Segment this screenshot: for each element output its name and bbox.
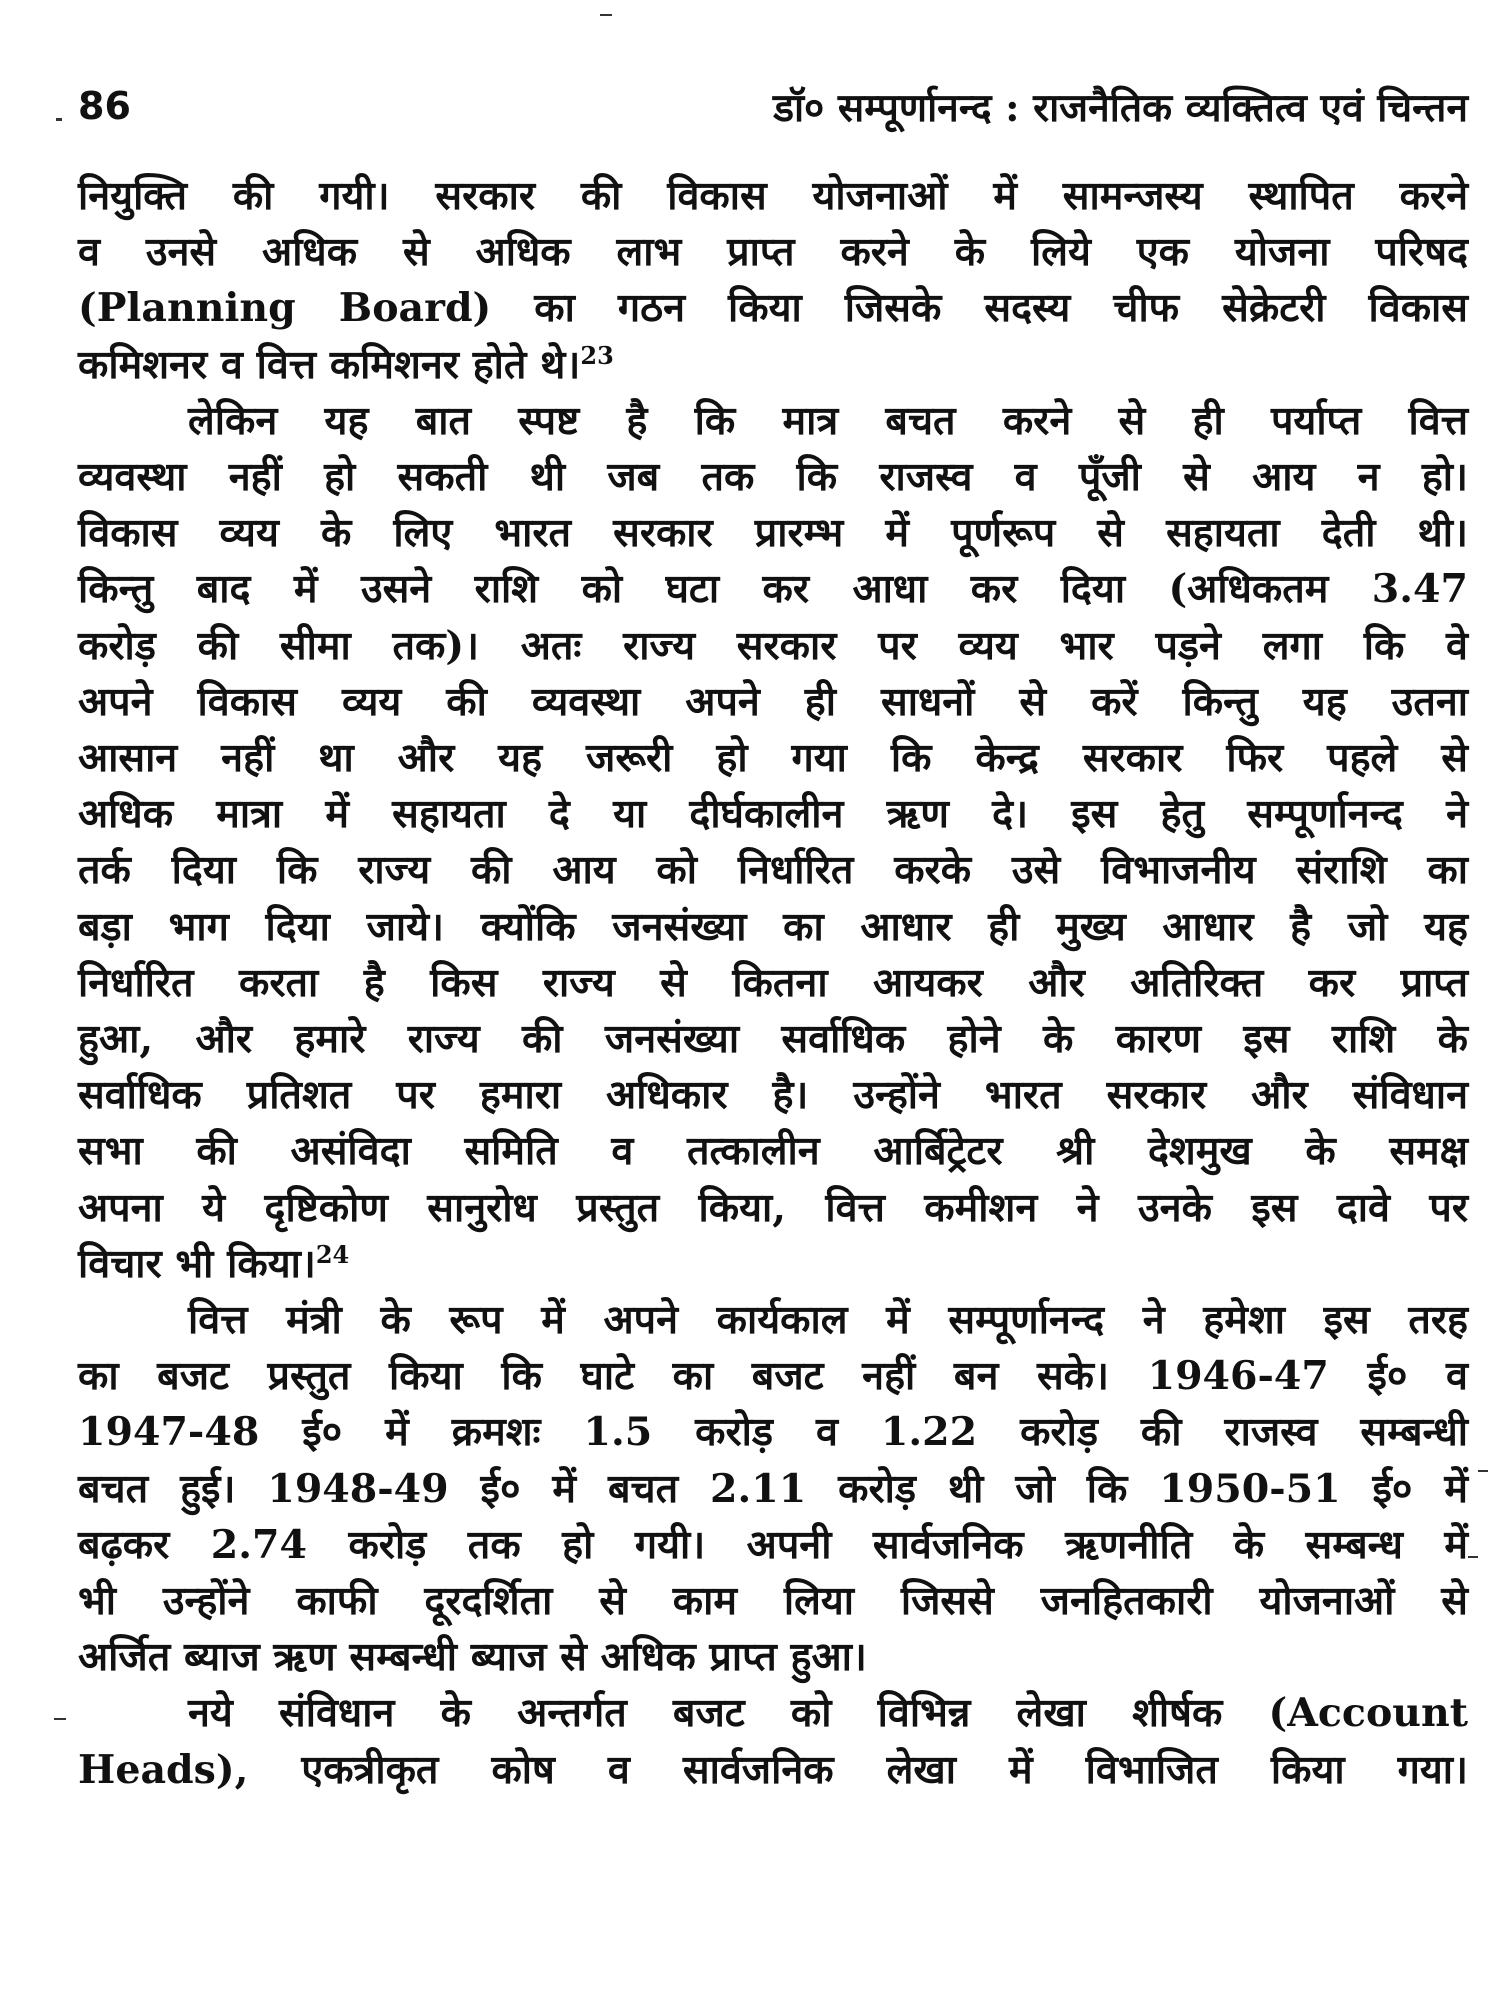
running-title: डॉ० सम्पूर्णानन्द : राजनैतिक व्यक्तित्व एवं चिन्तन — [773, 85, 1468, 131]
text-line: व्यवस्था नहीं हो सकती थी जब तक कि राजस्व व पूँजी से आय न हो। — [78, 454, 1468, 501]
scan-speck — [600, 14, 612, 16]
text-line-with-footnote — [78, 1236, 1468, 1292]
footnote-ref-24: 24 — [315, 1239, 350, 1269]
paragraph-4 — [78, 1685, 1468, 1797]
text-line: नये संविधान के अन्तर्गत बजट को विभिन्न लेखा शीर्षक (Account — [188, 1690, 1468, 1737]
body-text — [78, 168, 1468, 1798]
text-line: Heads), एकत्रीकृत कोष व सार्वजनिक लेखा में विभाजित किया गया। — [78, 1746, 1468, 1793]
text-line: लेकिन यह बात स्पष्ट है कि मात्र बचत करने से ही पर्याप्त वित्त — [188, 397, 1468, 444]
text-line: कमिशनर व वित्त कमिशनर होते थे। — [78, 341, 581, 388]
text-line: निर्धारित करता है किस राज्य से कितना आयकर और अतिरिक्त कर प्राप्त — [78, 959, 1468, 1006]
text-line: (Planning Board) का गठन किया जिसके सदस्य चीफ सेक्रेटरी विकास — [78, 285, 1468, 332]
text-line: सभा की असंविदा समिति व तत्कालीन आर्बिट्रेटर श्री देशमुख के समक्ष — [78, 1128, 1468, 1175]
text-line: तर्क दिया कि राज्य की आय को निर्धारित करके उसे विभाजनीय संराशि का — [78, 847, 1468, 894]
text-line: अर्जित ब्याज ऋण सम्बन्धी ब्याज से अधिक प्राप्त हुआ। — [78, 1634, 867, 1681]
page-number: 86 — [78, 84, 131, 128]
text-line: 1947-48 ई० में क्रमशः 1.5 करोड़ व 1.22 करोड़ की राजस्व सम्बन्धी — [78, 1409, 1468, 1456]
paragraph-1 — [78, 168, 1468, 393]
text-line: करोड़ की सीमा तक)। अतः राज्य सरकार पर व्यय भार पड़ने लगा कि वे — [78, 622, 1468, 669]
text-line: व उनसे अधिक से अधिक लाभ प्राप्त करने के लिये एक योजना परिषद — [78, 229, 1468, 276]
text-line: का बजट प्रस्तुत किया कि घाटे का बजट नहीं बन सके। 1946-47 ई० व — [78, 1353, 1468, 1400]
footnote-ref-23: 23 — [580, 340, 614, 370]
text-line: वित्त मंत्री के रूप में अपने कार्यकाल में सम्पूर्णानन्द ने हमेशा इस तरह — [188, 1297, 1468, 1344]
text-line: आसान नहीं था और यह जरूरी हो गया कि केन्द्र सरकार फिर पहले से — [78, 735, 1468, 782]
text-line: अधिक मात्रा में सहायता दे या दीर्घकालीन ऋण दे। इस हेतु सम्पूर्णानन्द ने — [78, 791, 1468, 838]
text-line: अपना ये दृष्टिकोण सानुरोध प्रस्तुत किया, वित्त कमीशन ने उनके इस दावे पर — [78, 1184, 1468, 1231]
text-line: विचार भी किया। — [78, 1240, 316, 1287]
text-line: बचत हुई। 1948-49 ई० में बचत 2.11 करोड़ थी जो कि 1950-51 ई० में — [78, 1465, 1468, 1512]
paragraph-3 — [78, 1292, 1468, 1685]
text-line: अपने विकास व्यय की व्यवस्था अपने ही साधनों से करें किन्तु यह उतना — [78, 678, 1468, 725]
text-line: सर्वाधिक प्रतिशत पर हमारा अधिकार है। उन्होंने भारत सरकार और संविधान — [78, 1072, 1468, 1119]
text-line: हुआ, और हमारे राज्य की जनसंख्या सर्वाधिक होने के कारण इस राशि के — [78, 1016, 1468, 1063]
text-line: नियुक्ति की गयी। सरकार की विकास योजनाओं में सामन्जस्य स्थापित करने — [78, 173, 1468, 219]
text-line: बड़ा भाग दिया जाये। क्योंकि जनसंख्या का आधार ही मुख्य आधार है जो यह — [78, 903, 1468, 950]
page-header — [78, 80, 1468, 150]
text-line: किन्तु बाद में उसने राशि को घटा कर आधा कर दिया (अधिकतम 3.47 — [78, 566, 1468, 613]
scan-speck — [1478, 1470, 1488, 1472]
scan-speck — [1468, 1556, 1478, 1558]
text-line: विकास व्यय के लिए भारत सरकार प्रारम्भ में पूर्णरूप से सहायता देती थी। — [78, 510, 1468, 557]
text-line-with-footnote — [78, 337, 1468, 393]
paragraph-2 — [78, 393, 1468, 1292]
scan-speck — [54, 1718, 66, 1720]
scan-speck — [56, 118, 62, 121]
text-line: भी उन्होंने काफी दूरदर्शिता से काम लिया जिससे जनहितकारी योजनाओं से — [78, 1578, 1468, 1625]
text-line: बढ़कर 2.74 करोड़ तक हो गयी। अपनी सार्वजनिक ऋणनीति के सम्बन्ध में — [78, 1521, 1468, 1568]
